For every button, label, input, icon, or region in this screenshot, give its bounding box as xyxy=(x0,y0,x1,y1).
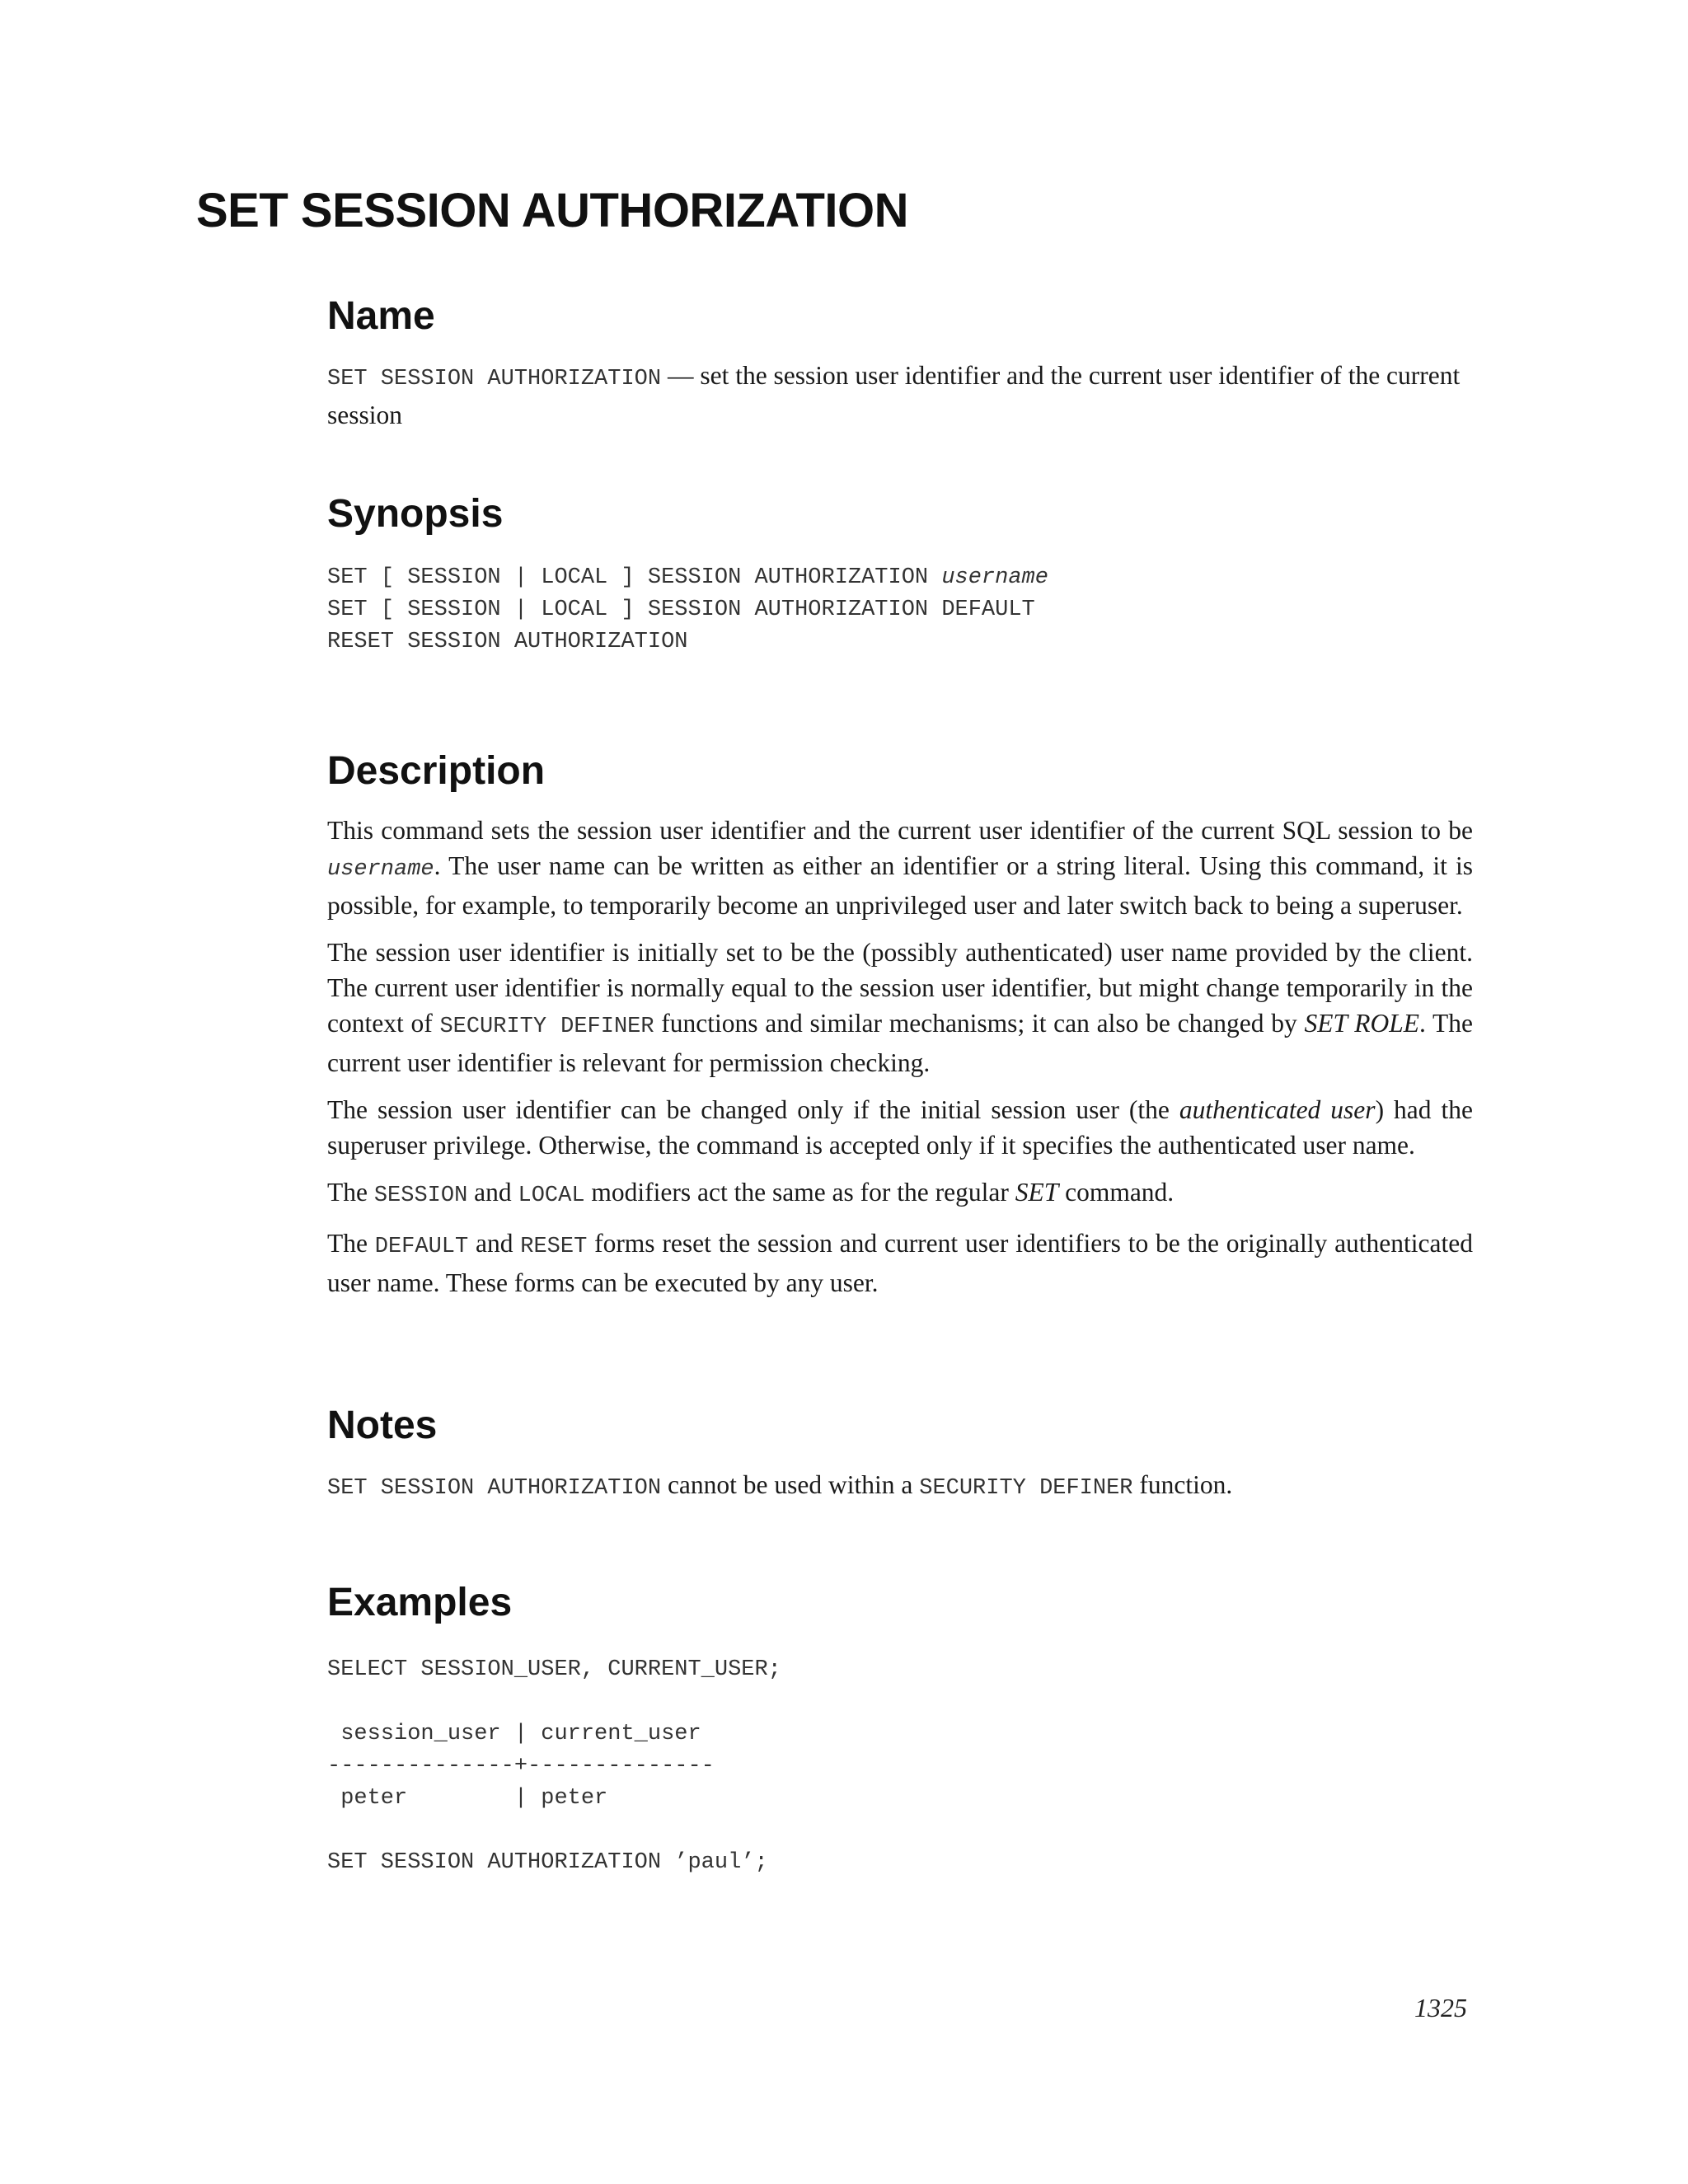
text-run: function. xyxy=(1132,1470,1233,1499)
text-run: The xyxy=(327,1178,374,1207)
text-run: ) had the superuser privilege. Otherwise, the command is accepted only if it specifies the authenticated user name. xyxy=(327,1095,1473,1160)
synopsis-heading: Synopsis xyxy=(327,492,504,536)
examples-code xyxy=(327,1654,1473,1879)
notes-command-code: SET SESSION AUTHORIZATION xyxy=(327,1476,662,1501)
text-run: . The current user identifier is relevant for permission checking. xyxy=(327,1009,1473,1077)
notes-paragraph xyxy=(327,1467,1473,1507)
text-run: functions and similar mechanisms; it can also be changed by xyxy=(654,1009,1305,1038)
description-paragraph-1 xyxy=(327,813,1473,923)
synopsis-code xyxy=(327,562,1473,658)
description-heading: Description xyxy=(327,749,546,793)
description-section xyxy=(327,748,1473,1312)
text-run: and xyxy=(468,1229,521,1258)
session-code: SESSION xyxy=(373,1183,468,1208)
example-line: --------------+-------------- xyxy=(327,1754,715,1779)
text-run: The session user identifier can be changed only if the initial session user (the xyxy=(327,1095,1179,1124)
synopsis-username-param: username xyxy=(941,565,1048,590)
example-line: SELECT SESSION_USER, CURRENT_USER; xyxy=(327,1657,781,1682)
text-run: . The user name can be written as either an identifier or a string literal. Using this command, it is possible, for example, to temporarily become an unprivileged user and later switch back to being a superuser. xyxy=(327,851,1473,920)
local-code: LOCAL xyxy=(518,1183,585,1208)
page-title: SET SESSION AUTHORIZATION xyxy=(196,184,908,237)
example-line xyxy=(327,1815,1473,1847)
synopsis-section xyxy=(327,491,1473,658)
synopsis-line: SET [ SESSION | LOCAL ] SESSION AUTHORIZATION DEFAULT xyxy=(327,598,1035,622)
name-command: SET SESSION AUTHORIZATION xyxy=(327,367,662,391)
description-paragraph-2 xyxy=(327,935,1473,1080)
synopsis-line xyxy=(327,562,1473,594)
text-run: and xyxy=(467,1178,518,1207)
text-run: forms reset the session and current user identifiers to be the originally authenticated user name. These forms can be executed by any user. xyxy=(327,1229,1473,1297)
page-number: 1325 xyxy=(1414,1993,1467,2022)
text-run: cannot be used within a xyxy=(661,1470,920,1499)
text-run: The session user identifier is initially set to be the (possibly authenticated) user name provided by the client. The current user identifier is normally equal to the session user identifier, but might change temporarily in the context of xyxy=(327,938,1473,1038)
example-line: session_user | current_user xyxy=(327,1722,701,1746)
authenticated-user-term: authenticated user xyxy=(1179,1095,1376,1124)
description-paragraph-4 xyxy=(327,1174,1473,1214)
name-text xyxy=(327,358,1473,433)
username-param: username xyxy=(327,857,434,882)
notes-heading: Notes xyxy=(327,1404,438,1447)
description-paragraph-3 xyxy=(327,1092,1473,1163)
default-code: DEFAULT xyxy=(374,1235,469,1259)
synopsis-line1-prefix: SET [ SESSION | LOCAL ] SESSION AUTHORIZATION xyxy=(327,565,942,590)
notes-security-definer-code: SECURITY DEFINER xyxy=(919,1476,1133,1501)
examples-heading: Examples xyxy=(327,1581,513,1624)
set-link[interactable]: SET xyxy=(1015,1178,1059,1207)
set-role-link[interactable]: SET ROLE xyxy=(1304,1009,1419,1038)
text-run: The xyxy=(327,1229,375,1258)
synopsis-line: RESET SESSION AUTHORIZATION xyxy=(327,630,688,654)
notes-section xyxy=(327,1403,1473,1518)
name-section xyxy=(327,293,1473,444)
text-run: modifiers act the same as for the regular xyxy=(584,1178,1015,1207)
example-line: SET SESSION AUTHORIZATION ’paul’; xyxy=(327,1850,768,1875)
example-line: peter | peter xyxy=(327,1786,608,1811)
text-run: command. xyxy=(1058,1178,1175,1207)
description-paragraph-5 xyxy=(327,1226,1473,1301)
reset-code: RESET xyxy=(520,1235,588,1259)
name-heading: Name xyxy=(327,294,435,338)
security-definer-code: SECURITY DEFINER xyxy=(439,1015,654,1039)
examples-section xyxy=(327,1580,1473,1879)
example-line xyxy=(327,1686,1473,1718)
name-description: — set the session user identifier and the current user identifier of the current session xyxy=(327,361,1461,429)
text-run: This command sets the session user identifier and the current user identifier of the current SQL session to be xyxy=(327,816,1473,845)
